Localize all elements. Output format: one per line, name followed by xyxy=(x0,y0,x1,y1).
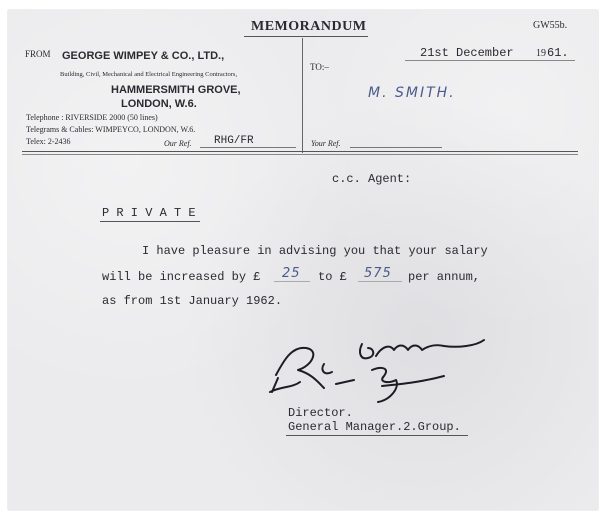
to-label: TO:– xyxy=(310,62,329,72)
telephone: Telephone : RIVERSIDE 2000 (50 lines) xyxy=(26,113,158,122)
form-code: GW55b. xyxy=(533,20,568,31)
body-line-2a: will be increased by £ xyxy=(102,270,261,284)
our-ref-value: RHG/FR xyxy=(214,135,254,147)
new-salary-line xyxy=(358,281,402,282)
body-line-1: I have pleasure in advising you that your salary xyxy=(142,244,488,258)
body-line-3: as from 1st January 1962. xyxy=(102,294,283,308)
our-ref-line xyxy=(200,147,296,148)
your-ref-line xyxy=(350,147,442,148)
private-heading: P R I V A T E xyxy=(102,206,196,220)
increase-amount: 25 xyxy=(282,266,301,281)
date-line xyxy=(405,60,575,61)
company-description: Building, Civil, Mechanical and Electrical Engineering Contractors, xyxy=(60,71,238,78)
body-line-2b: to £ xyxy=(318,270,347,284)
our-ref-label: Our Ref. xyxy=(164,139,192,148)
cc-agent: c.c. Agent: xyxy=(332,172,412,186)
address-line-1: HAMMERSMITH GROVE, xyxy=(111,84,241,96)
to-recipient: M. SMITH. xyxy=(368,85,456,101)
telegrams: Telegrams & Cables: WIMPEYCO, LONDON, W.6. xyxy=(26,125,196,134)
header-bottom-rule xyxy=(22,151,578,152)
your-ref-label: Your Ref. xyxy=(311,139,341,148)
from-label: FROM xyxy=(25,49,51,59)
company-name: GEORGE WIMPEY & CO., LTD., xyxy=(62,50,225,62)
signature xyxy=(262,330,492,410)
memo-date: 21st December xyxy=(420,46,514,60)
memo-title: MEMORANDUM xyxy=(251,19,367,34)
header-bottom-rule-2 xyxy=(22,154,578,155)
telex: Telex: 2-2436 xyxy=(26,137,71,146)
address-line-2: LONDON, W.6. xyxy=(121,98,197,110)
signatory-role-1: Director. xyxy=(288,406,353,420)
signatory-underline xyxy=(286,435,468,436)
header-divider xyxy=(302,38,303,153)
increase-amount-line xyxy=(274,281,310,282)
year-prefix: 19 xyxy=(536,48,546,59)
year-suffix: 61. xyxy=(547,46,569,60)
signatory-role-2: General Manager.2.Group. xyxy=(288,420,461,434)
title-underline xyxy=(244,36,368,37)
body-line-2c: per annum, xyxy=(408,270,481,284)
new-salary-amount: 575 xyxy=(364,266,392,281)
private-underline xyxy=(100,221,200,222)
